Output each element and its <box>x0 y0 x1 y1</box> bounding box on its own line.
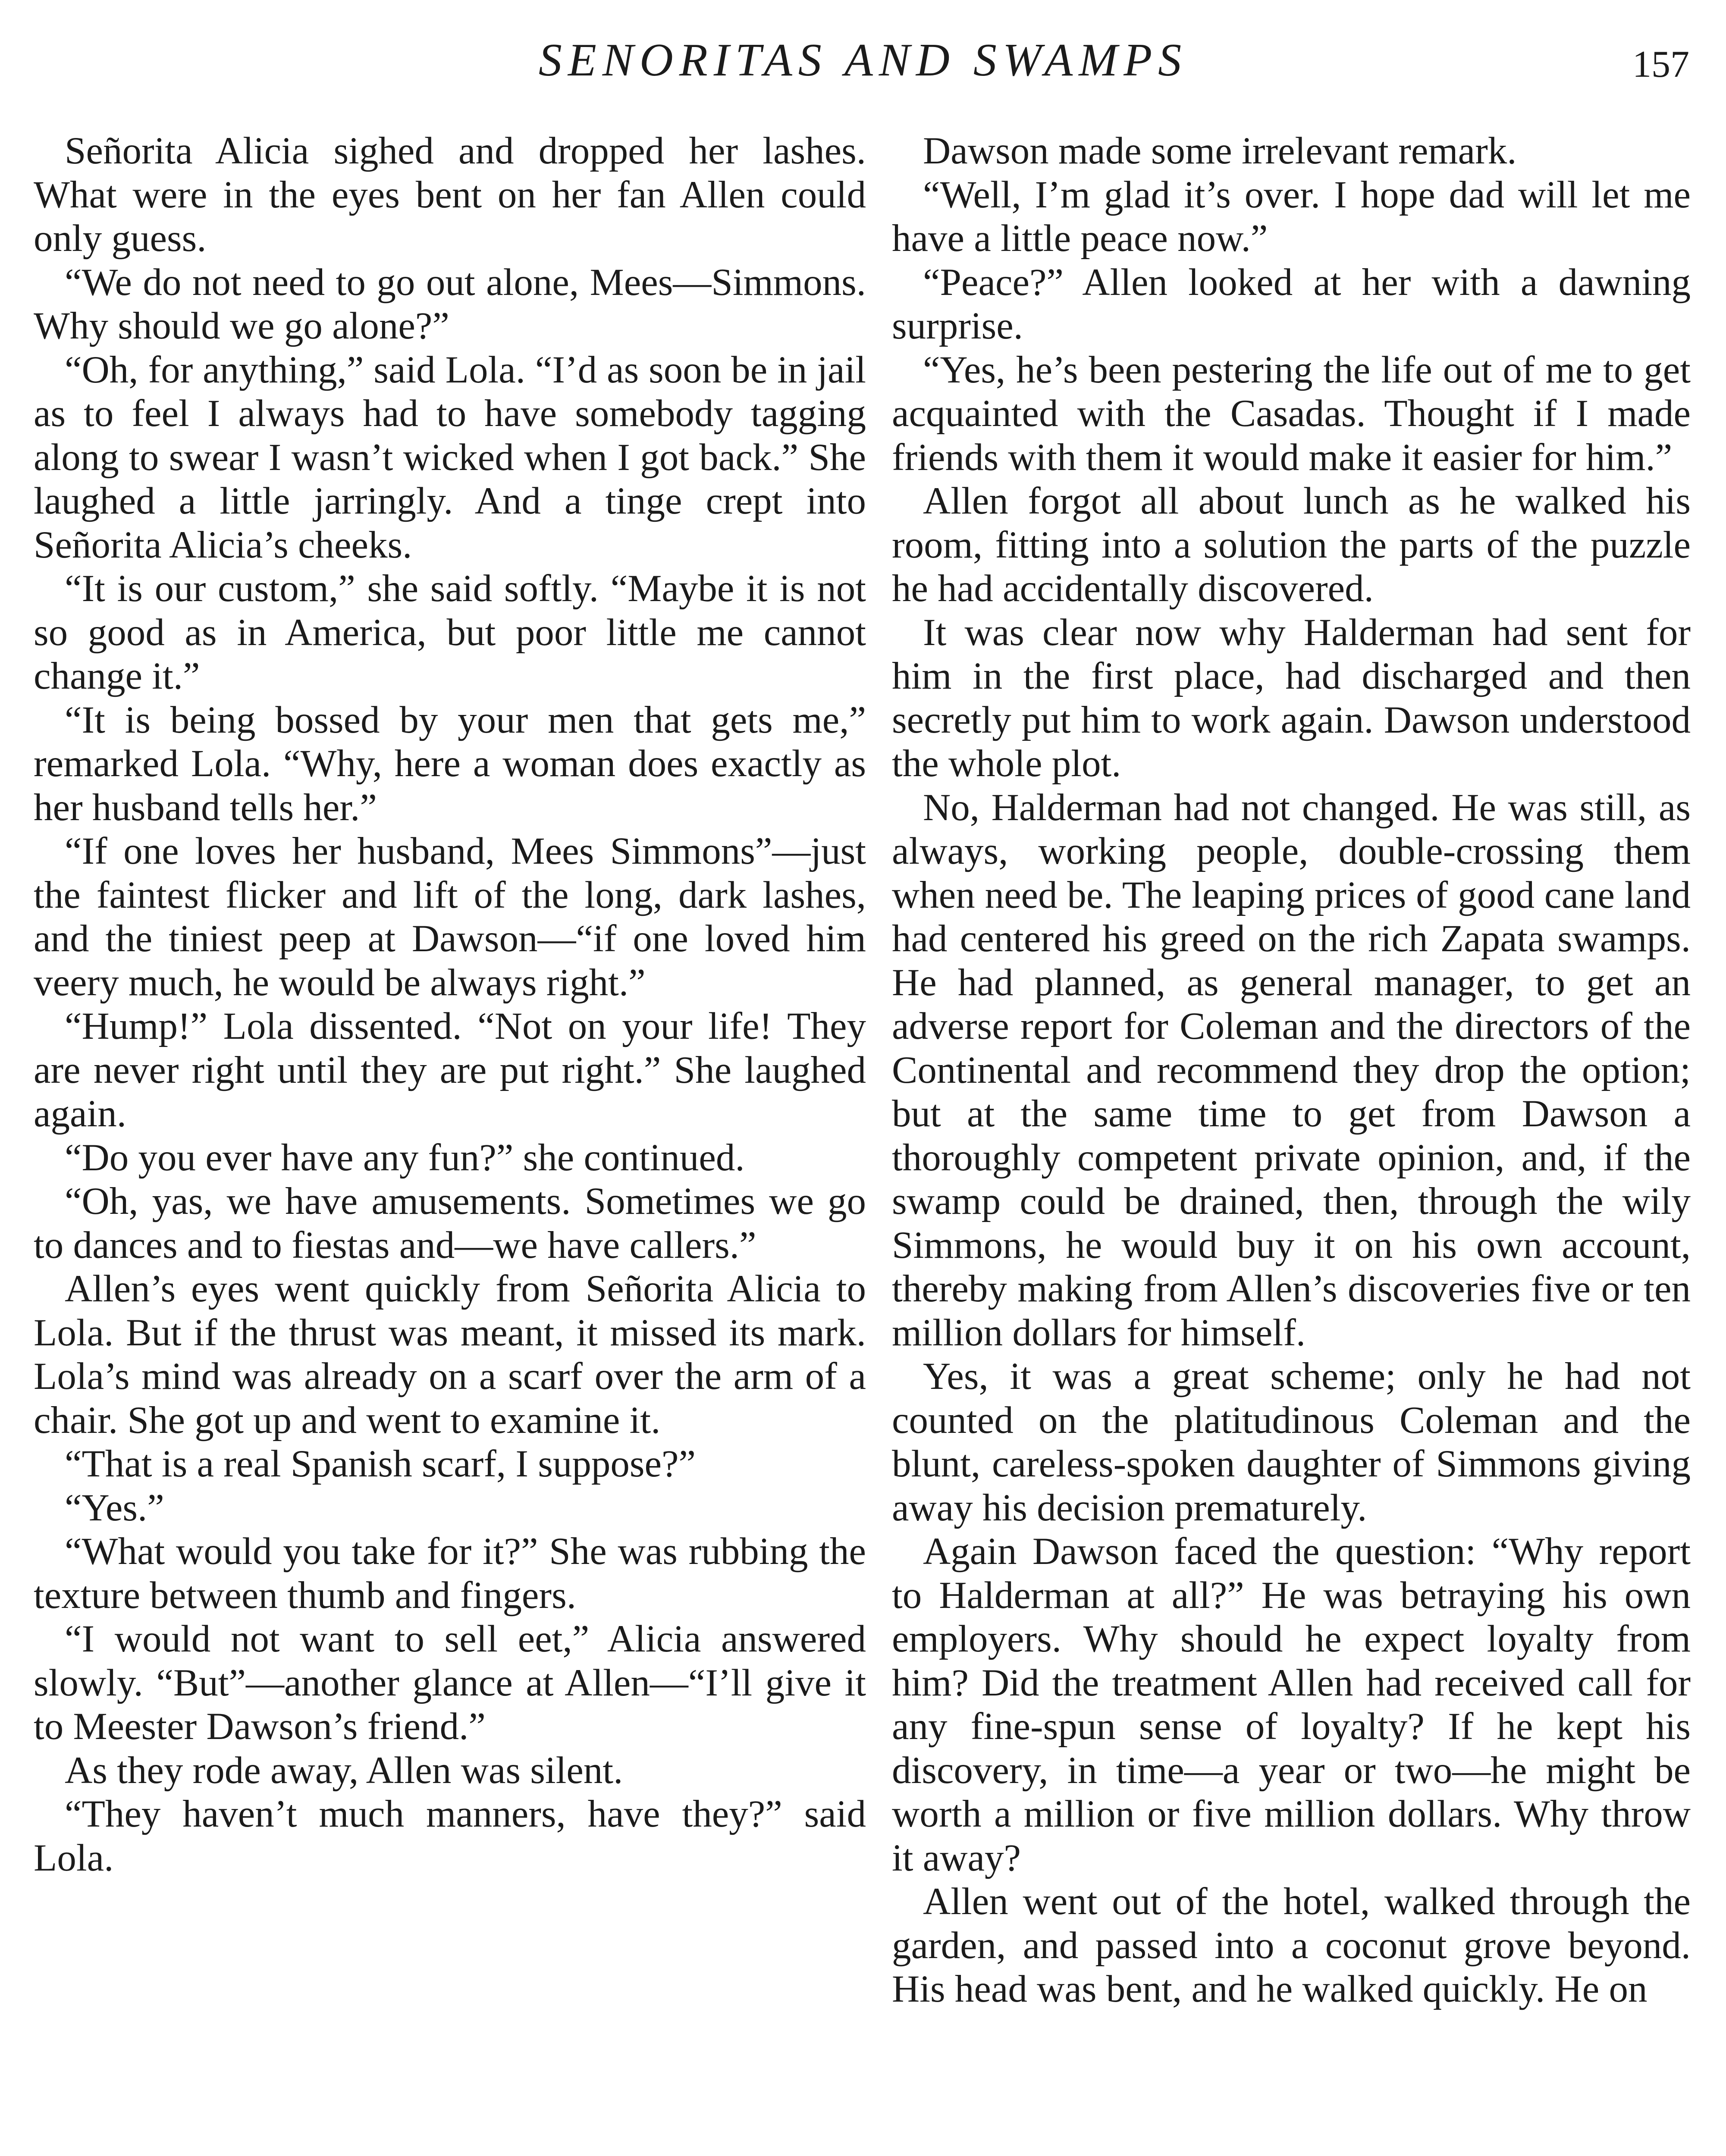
paragraph: No, Halderman had not changed. He was still, as always, working people, double-crossing them when need be. The leaping prices of good cane land had centered his greed on the rich Zapata swamps. He had planned, as general manager, to get an adverse report for Coleman and the directors of the Continental and recommend they drop the option; but at the same time to get from Dawson a thoroughly competent private opinion, and, if the swamp could be drained, then, through the wily Simmons, he would buy it on his own account, thereby making from Allen’s discoveries five or ten million dollars for himself. <box>892 786 1691 1354</box>
paragraph: “Well, I’m glad it’s over. I hope dad will let me have a little peace now.” <box>892 173 1691 260</box>
paragraph: Señorita Alicia sighed and dropped her lashes. What were in the eyes bent on her fan Allen could only guess. <box>34 130 866 260</box>
paragraph: “What would you take for it?” She was rubbing the texture between thumb and fingers. <box>34 1530 866 1617</box>
paragraph: “It is being bossed by your men that gets me,” remarked Lola. “Why, here a woman does exactly as her husband tells her.” <box>34 699 866 829</box>
paragraph: Dawson made some irrelevant remark. <box>923 130 1517 172</box>
paragraph: “Oh, yas, we have amusements. Sometimes we go to dances and to fiestas and—we have callers.” <box>34 1180 866 1266</box>
paragraph: “I would not want to sell eet,” Alicia answered slowly. “But”—another glance at Allen—“I’ll give it to Meester Dawson’s friend.” <box>34 1618 866 1748</box>
paragraph: Allen went out of the hotel, walked through the garden, and passed into a coconut grove beyond. His head was bent, and he walked quickly. He on <box>892 1880 1691 2010</box>
paragraph: “Hump!” Lola dissented. “Not on your life! They are never right until they are put right.” She laughed again. <box>34 1005 866 1135</box>
paragraph: “Oh, for anything,” said Lola. “I’d as soon be in jail as to feel I always had to have somebody tagging along to swear I wasn’t wicked when I got back.” She laughed a little jarringly. And a tinge crept into Señorita Alicia’s cheeks. <box>34 348 866 566</box>
paragraph: “Yes.” <box>65 1486 164 1529</box>
paragraph: “We do not need to go out alone, Mees—Simmons. Why should we go alone?” <box>34 261 866 347</box>
paragraph: Yes, it was a great scheme; only he had not counted on the platitudinous Coleman and the blunt, careless-spoken daughter of Simmons giving away his decision prematurely. <box>892 1355 1691 1529</box>
paragraph: “It is our custom,” she said softly. “Maybe it is not so good as in America, but poor little me cannot change it.” <box>34 567 866 697</box>
right-column <box>892 129 1691 2156</box>
paragraph: As they rode away, Allen was silent. <box>65 1749 623 1792</box>
page-number: 157 <box>1632 44 1689 85</box>
paragraph: “Peace?” Allen looked at her with a dawning surprise. <box>892 261 1691 347</box>
left-column <box>34 129 866 2156</box>
paragraph: “If one loves her husband, Mees Simmons”—just the faintest flicker and lift of the long, dark lashes, and the tiniest peep at Dawson—“if one loved him veery much, he would be always right.” <box>34 830 866 1004</box>
paragraph: Again Dawson faced the question: “Why report to Halderman at all?” He was betraying his own employers. Why should he expect loyalty from him? Did the treatment Allen had received call for any fine-spun sense of loyalty? If he kept his discovery, in time—a year or two—he might be worth a million or five million dollars. Why throw it away? <box>892 1530 1691 1879</box>
paragraph: “Do you ever have any fun?” she continued. <box>65 1136 745 1179</box>
paragraph: It was clear now why Halderman had sent for him in the first place, had discharged and then secretly put him to work again. Dawson understood the whole plot. <box>892 611 1691 785</box>
running-head <box>0 30 1726 91</box>
paragraph: “They haven’t much manners, have they?” said Lola. <box>34 1793 866 1879</box>
running-title: SENORITAS AND SWAMPS <box>538 34 1188 86</box>
paragraph: “Yes, he’s been pestering the life out of me to get acquainted with the Casadas. Thought if I made friends with them it would make it easier for him.” <box>892 348 1691 479</box>
paragraph: Allen forgot all about lunch as he walked his room, fitting into a solution the parts of the puzzle he had accidentally discovered. <box>892 480 1691 610</box>
paragraph: Allen’s eyes went quickly from Señorita Alicia to Lola. But if the thrust was meant, it missed its mark. Lola’s mind was already on a scarf over the arm of a chair. She got up and went to examine it. <box>34 1268 866 1442</box>
paragraph: “That is a real Spanish scarf, I suppose?” <box>65 1443 696 1485</box>
